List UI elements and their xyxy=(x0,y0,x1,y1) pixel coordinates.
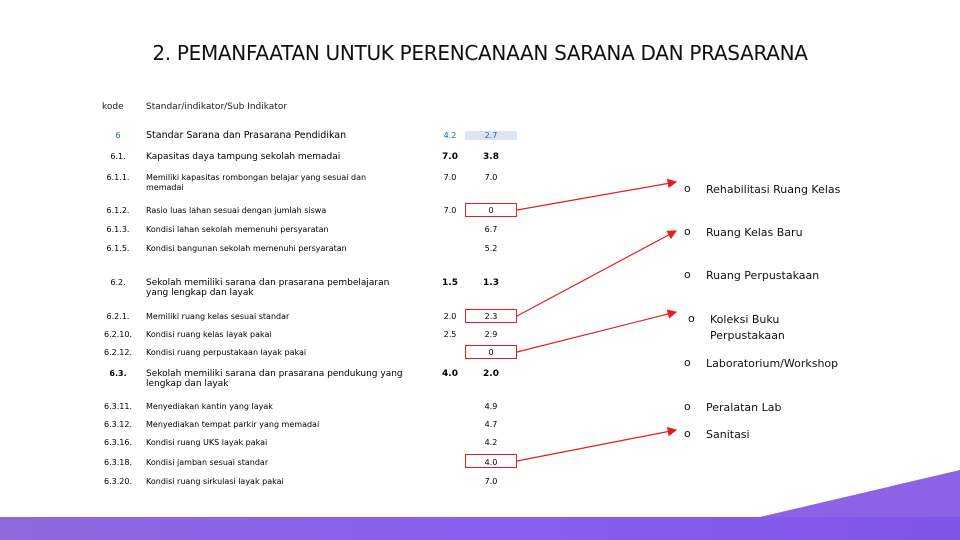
bottom-accent-bar xyxy=(0,517,960,540)
row-code: 6.1.2. xyxy=(106,206,130,215)
row-value-2: 4.0 xyxy=(484,458,498,467)
arrow-line xyxy=(517,312,676,352)
list-item-label: Laboratorium/Workshop xyxy=(706,357,839,370)
row-description: Kondisi ruang sirkulasi layak pakai xyxy=(146,477,284,486)
bullet-icon: o xyxy=(684,225,691,238)
row-value-2: 2.0 xyxy=(483,369,499,379)
arrow-line xyxy=(517,182,676,210)
row-description: Rasio luas lahan sesuai dengan jumlah siswa xyxy=(146,206,327,215)
row-code: 6 xyxy=(115,131,121,140)
row-value-2: 2.7 xyxy=(465,131,517,140)
table-row xyxy=(0,278,530,296)
row-value-2: 0 xyxy=(488,348,494,357)
highlight-box xyxy=(465,203,517,217)
table-row xyxy=(0,458,530,476)
arrow-line xyxy=(517,231,676,316)
row-value-2: 1.3 xyxy=(483,278,499,288)
row-value-1: 4.2 xyxy=(443,131,457,140)
row-value-1: 2.0 xyxy=(443,312,457,321)
list-item-label: Rehabilitasi Ruang Kelas xyxy=(706,183,841,196)
row-code: 6.1.1. xyxy=(106,173,130,182)
row-code: 6.3.20. xyxy=(104,477,132,486)
column-header-indikator: Standar/indikator/Sub Indikator xyxy=(146,102,288,112)
row-value-2: 6.7 xyxy=(484,225,498,234)
column-header-kode: kode xyxy=(102,102,124,112)
row-value-2: 4.7 xyxy=(484,420,498,429)
row-code: 6.3.16. xyxy=(104,438,132,447)
row-value-2: 3.8 xyxy=(483,152,499,162)
table-row xyxy=(0,420,530,438)
bullet-icon: o xyxy=(684,400,691,413)
row-code: 6.1. xyxy=(110,152,126,161)
row-description: Memiliki ruang kelas sesuai standar xyxy=(146,312,290,321)
bullet-icon: o xyxy=(684,268,691,281)
row-code: 6.3. xyxy=(109,369,127,378)
highlight-box xyxy=(465,454,517,468)
row-value-1: 7.0 xyxy=(443,206,457,215)
row-value-2: 4.2 xyxy=(484,438,498,447)
row-description: Sekolah memiliki sarana dan prasarana pendukung yang lengkap dan layak xyxy=(146,369,403,389)
bullet-icon: o xyxy=(684,356,691,369)
row-description: Kondisi lahan sekolah memenuhi persyaratan xyxy=(146,225,329,234)
bullet-icon: o xyxy=(684,182,691,195)
list-item-label: Peralatan Lab xyxy=(706,401,782,414)
row-code: 6.1.5. xyxy=(106,244,130,253)
row-code: 6.2. xyxy=(110,278,126,287)
list-item-label: Ruang Kelas Baru xyxy=(706,226,803,239)
row-code: 6.3.18. xyxy=(104,458,132,467)
list-item-label: Koleksi Buku Perpustakaan xyxy=(710,313,785,342)
row-code: 6.3.12. xyxy=(104,420,132,429)
row-value-2: 2.3 xyxy=(484,312,498,321)
row-value-2: 4.9 xyxy=(484,402,498,411)
list-item-label: Ruang Perpustakaan xyxy=(706,269,820,282)
table-row xyxy=(0,438,530,456)
row-code: 6.3.11. xyxy=(104,402,132,411)
table-row xyxy=(0,477,530,495)
table-row xyxy=(0,402,530,420)
table-row xyxy=(0,369,530,387)
row-value-2: 5.2 xyxy=(484,244,498,253)
bullet-icon: o xyxy=(684,427,691,440)
row-value-2: 7.0 xyxy=(484,477,498,486)
table-row xyxy=(0,131,530,149)
row-value-2: 0 xyxy=(488,206,494,215)
row-code: 6.2.10. xyxy=(104,330,132,339)
row-description: Kondisi jamban sesuai standar xyxy=(146,458,269,467)
row-value-1: 2.5 xyxy=(443,330,457,339)
table-row xyxy=(0,312,530,330)
row-value-2: 7.0 xyxy=(484,173,498,182)
table-row xyxy=(0,206,530,224)
row-value-1: 1.5 xyxy=(442,278,458,288)
table-row xyxy=(0,244,530,262)
row-description: Menyediakan kantin yang layak xyxy=(146,402,273,411)
table-row xyxy=(0,348,530,366)
page-title: 2. PEMANFAATAN UNTUK PERENCANAAN SARANA DAN PRASARANA xyxy=(152,41,808,65)
row-value-1: 7.0 xyxy=(442,152,458,162)
row-code: 6.2.1. xyxy=(106,312,130,321)
row-code: 6.2.12. xyxy=(104,348,132,357)
row-description: Menyediakan tempat parkir yang memadai xyxy=(146,420,320,429)
list-item-label: Sanitasi xyxy=(706,428,750,441)
highlight-box xyxy=(465,309,517,323)
table-row xyxy=(0,225,530,243)
row-value-1: 4.0 xyxy=(442,369,458,379)
row-description: Kapasitas daya tampung sekolah memadai xyxy=(146,152,341,162)
table-row xyxy=(0,330,530,348)
highlight-box xyxy=(465,345,517,359)
row-description: Kondisi ruang perpustakaan layak pakai xyxy=(146,348,307,357)
row-description: Kondisi ruang UKS layak pakai xyxy=(146,438,268,447)
row-description: Kondisi bangunan sekolah memenuhi persyaratan xyxy=(146,244,347,253)
row-description: Memiliki kapasitas rombongan belajar yang sesuai dan memadai xyxy=(146,173,367,192)
row-value-1: 7.0 xyxy=(443,173,457,182)
decorative-corner xyxy=(760,470,960,517)
row-description: Standar Sarana dan Prasarana Pendidikan xyxy=(146,130,347,141)
row-description: Kondisi ruang kelas layak pakai xyxy=(146,330,272,339)
row-description: Sekolah memiliki sarana dan prasarana pembelajaran yang lengkap dan layak xyxy=(146,278,390,298)
row-code: 6.1.3. xyxy=(106,225,130,234)
table-row xyxy=(0,152,530,170)
arrow-line xyxy=(517,430,676,461)
bullet-icon: o xyxy=(688,312,695,325)
table-row xyxy=(0,173,530,191)
row-value-2: 2.9 xyxy=(484,330,498,339)
